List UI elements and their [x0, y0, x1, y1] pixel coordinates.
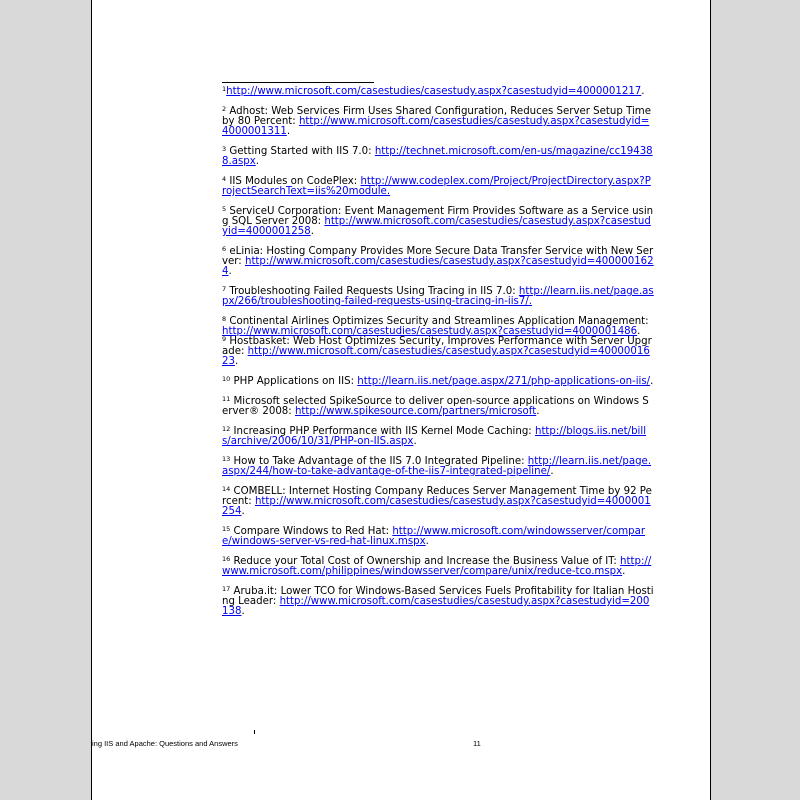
footer-document-title: ing IIS and Apache: Questions and Answers	[92, 739, 238, 748]
footnote-text: eLinia: Hosting Company Provides More Secure Data Transfer Service with New Server:	[222, 246, 654, 267]
footnote-link[interactable]: http://www.microsoft.com/casestudies/casestudy.aspx?casestudyid=200138	[222, 596, 650, 617]
footnote-9	[222, 337, 654, 367]
footnote-number: 6	[222, 245, 227, 253]
footnote-text: Reduce your Total Cost of Ownership and Increase the Business Value of IT:	[230, 556, 621, 567]
footnote-17	[222, 587, 654, 617]
footnote-12	[222, 427, 654, 447]
footnote-number: 3	[222, 145, 227, 153]
footnote-8	[222, 317, 654, 337]
footnote-text: PHP Applications on IIS:	[230, 376, 358, 387]
footnote-15	[222, 527, 654, 547]
footnote-13	[222, 457, 654, 477]
footnote-suffix: .	[255, 156, 260, 167]
footnote-text: Increasing PHP Performance with IIS Kernel Mode Caching:	[230, 426, 535, 437]
footnote-separator	[222, 82, 374, 83]
footnote-text: Adhost: Web Services Firm Uses Shared Configuration, Reduces Server Setup Time by 80 Percent:	[222, 106, 652, 127]
footnote-14	[222, 487, 654, 517]
footnote-link[interactable]: http://www.microsoft.com/casestudies/casestudy.aspx?casestudyid=4000001311	[222, 116, 650, 137]
footnote-suffix: .	[228, 266, 232, 277]
footnote-suffix: .	[536, 406, 540, 417]
footnote-text: COMBELL: Internet Hosting Company Reduces Server Management Time by 92 Percent:	[222, 486, 652, 507]
footnote-16	[222, 557, 654, 577]
footnote-6	[222, 247, 654, 277]
footnote-text: Compare Windows to Red Hat:	[230, 526, 393, 537]
footnote-suffix: .	[622, 566, 626, 577]
footnote-3	[222, 147, 654, 167]
footnote-text: Aruba.it: Lower TCO for Windows-Based Services Fuels Profitability for Italian Hosting Leader:	[222, 586, 654, 607]
footnote-link[interactable]: http://www.microsoft.com/windowsserver/compare/windows-server-vs-red-hat-linux.mspx	[222, 526, 646, 547]
footnote-10	[222, 377, 654, 387]
footnote-suffix: .	[241, 506, 245, 517]
footnote-link[interactable]: http://www.microsoft.com/casestudies/casestudy.aspx?casestudyid=4000001217	[226, 86, 642, 97]
footnote-link[interactable]: http://www.microsoft.com/casestudies/casestudy.aspx?casestudyid=4000001254	[222, 496, 651, 517]
footnote-2	[222, 107, 654, 137]
footnote-text: ServiceU Corporation: Event Management Firm Provides Software as a Service using SQL Server 2008:	[222, 206, 654, 227]
footnote-text: Hostbasket: Web Host Optimizes Security, Improves Performance with Server Upgrade:	[222, 336, 652, 357]
footnote-link[interactable]: http://blogs.iis.net/bills/archive/2006/10/31/PHP-on-IIS.aspx	[222, 426, 647, 447]
footnote-text: Getting Started with IIS 7.0:	[226, 146, 375, 157]
footnote-number: 4	[222, 175, 227, 183]
footnote-4	[222, 177, 654, 197]
footnote-link[interactable]: http://www.codeplex.com/Project/ProjectDirectory.aspx?ProjectSearchText=iis%20module.	[222, 176, 651, 197]
footnote-suffix: .	[650, 376, 654, 387]
footnote-suffix: .	[425, 536, 429, 547]
footnote-number: 9	[222, 335, 227, 343]
footnote-text: Continental Airlines Optimizes Security and Streamlines Application Management:	[226, 316, 649, 327]
footnote-number: 11	[222, 395, 231, 403]
footnote-link[interactable]: http://www.microsoft.com/casestudies/casestudy.aspx?casestudyid=4000001624	[222, 256, 654, 277]
footnote-number: 12	[222, 425, 231, 433]
footnote-suffix: .	[310, 226, 314, 237]
footnote-text: How to Take Advantage of the IIS 7.0 Integrated Pipeline:	[230, 456, 528, 467]
footnote-11	[222, 397, 654, 417]
footnote-suffix: .	[550, 466, 554, 477]
footnote-number: 7	[222, 285, 227, 293]
footnote-text: Troubleshooting Failed Requests Using Tracing in IIS 7.0:	[226, 286, 519, 297]
footnote-link[interactable]: http://www.spikesource.com/partners/microsoft	[294, 406, 537, 417]
footnote-suffix: .	[641, 86, 645, 97]
footnote-number: 2	[222, 105, 227, 113]
footnote-link[interactable]: http://www.microsoft.com/casestudies/casestudy.aspx?casestudyid=4000001258	[222, 216, 651, 237]
footnote-number: 10	[222, 375, 231, 383]
footnote-number: 15	[222, 525, 231, 533]
footnotes-list	[222, 87, 654, 627]
footnote-number: 17	[222, 585, 231, 593]
footnote-suffix: .	[241, 606, 245, 617]
footnote-number: 8	[222, 315, 227, 323]
footnote-number: 13	[222, 455, 231, 463]
footnote-link[interactable]: http://learn.iis.net/page.aspx/266/troubleshooting-failed-requests-using-tracing-in-iis7/.	[222, 286, 654, 307]
footnote-link[interactable]: http://learn.iis.net/page.aspx/271/php-applications-on-iis/	[357, 376, 651, 387]
footnote-suffix: .	[637, 326, 641, 337]
footnote-link[interactable]: http://www.microsoft.com/casestudies/casestudy.aspx?casestudyid=4000001486	[222, 326, 638, 337]
footnote-number: 5	[222, 205, 227, 213]
footnote-suffix: .	[286, 126, 291, 137]
footnote-link[interactable]: http://learn.iis.net/page.aspx/244/how-to-take-advantage-of-the-iis7-integrated-pipeline/	[222, 456, 652, 477]
footnote-5	[222, 207, 654, 237]
footnote-suffix: .	[234, 356, 239, 367]
footnote-link[interactable]: http://www.microsoft.com/casestudies/casestudy.aspx?casestudyid=4000001623	[222, 346, 650, 367]
footnote-suffix: .	[413, 436, 417, 447]
document-page	[91, 0, 711, 800]
footnote-link[interactable]: http://www.microsoft.com/philippines/windowsserver/compare/unix/reduce-tco.mspx	[222, 556, 652, 577]
footnote-number: 1	[222, 85, 227, 93]
footer-mark	[254, 730, 255, 734]
footnote-7	[222, 287, 654, 307]
footnote-number: 14	[222, 485, 231, 493]
footer-page-number: 11	[473, 739, 481, 748]
footnote-number: 16	[222, 555, 231, 563]
footnote-1	[222, 87, 654, 97]
footnote-text: Microsoft selected SpikeSource to deliver open-source applications on Windows Server® 2008:	[222, 396, 649, 417]
footnote-link[interactable]: http://technet.microsoft.com/en-us/magazine/cc194388.aspx	[222, 146, 653, 167]
footnote-text: IIS Modules on CodePlex:	[226, 176, 361, 187]
